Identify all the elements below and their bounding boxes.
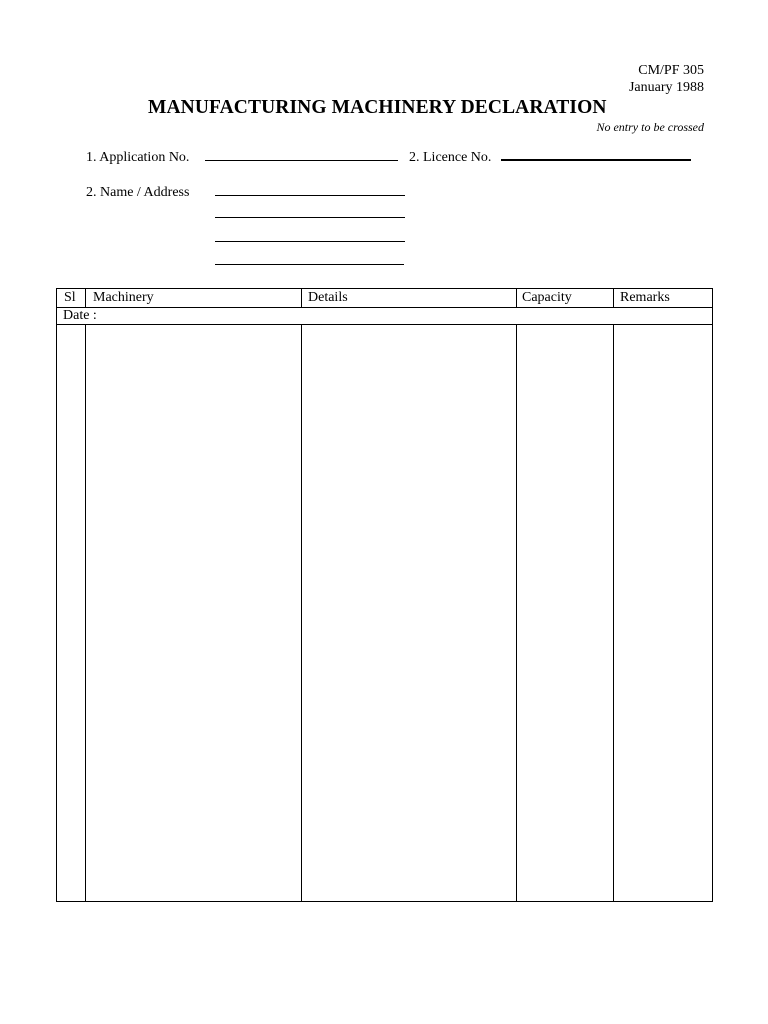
column-header-machinery: Machinery xyxy=(93,290,154,305)
col-divider-details-header xyxy=(516,289,517,307)
name-address-line-2[interactable] xyxy=(215,217,405,218)
column-header-details: Details xyxy=(308,290,348,305)
licence-no-label: 2. Licence No. xyxy=(409,150,492,165)
column-header-sl: Sl xyxy=(64,290,76,305)
name-address-line-1[interactable] xyxy=(215,195,405,196)
date-label: Date : xyxy=(63,308,97,323)
capacity-entry-cell[interactable] xyxy=(517,325,613,901)
column-header-capacity: Capacity xyxy=(522,290,572,305)
machinery-entry-cell[interactable] xyxy=(86,325,301,901)
header-row-divider xyxy=(57,307,712,308)
licence-no-field[interactable] xyxy=(501,159,691,161)
details-entry-cell[interactable] xyxy=(302,325,516,901)
col-divider-capacity-header xyxy=(613,289,614,307)
entry-note: No entry to be crossed xyxy=(596,120,704,134)
column-header-remarks: Remarks xyxy=(620,290,670,305)
application-no-field[interactable] xyxy=(205,160,398,161)
col-divider-sl-header xyxy=(85,289,86,307)
name-address-line-4[interactable] xyxy=(215,264,404,265)
remarks-entry-cell[interactable] xyxy=(614,325,712,901)
name-address-line-3[interactable] xyxy=(215,241,405,242)
col-divider-machinery-header xyxy=(301,289,302,307)
page-title: MANUFACTURING MACHINERY DECLARATION xyxy=(148,97,607,118)
form-date: January 1988 xyxy=(628,80,704,95)
name-address-label: 2. Name / Address xyxy=(86,185,190,200)
machinery-table xyxy=(56,288,713,902)
sl-entry-cell[interactable] xyxy=(57,325,85,901)
form-code: CM/PF 305 xyxy=(638,63,704,78)
application-no-label: 1. Application No. xyxy=(86,150,190,165)
